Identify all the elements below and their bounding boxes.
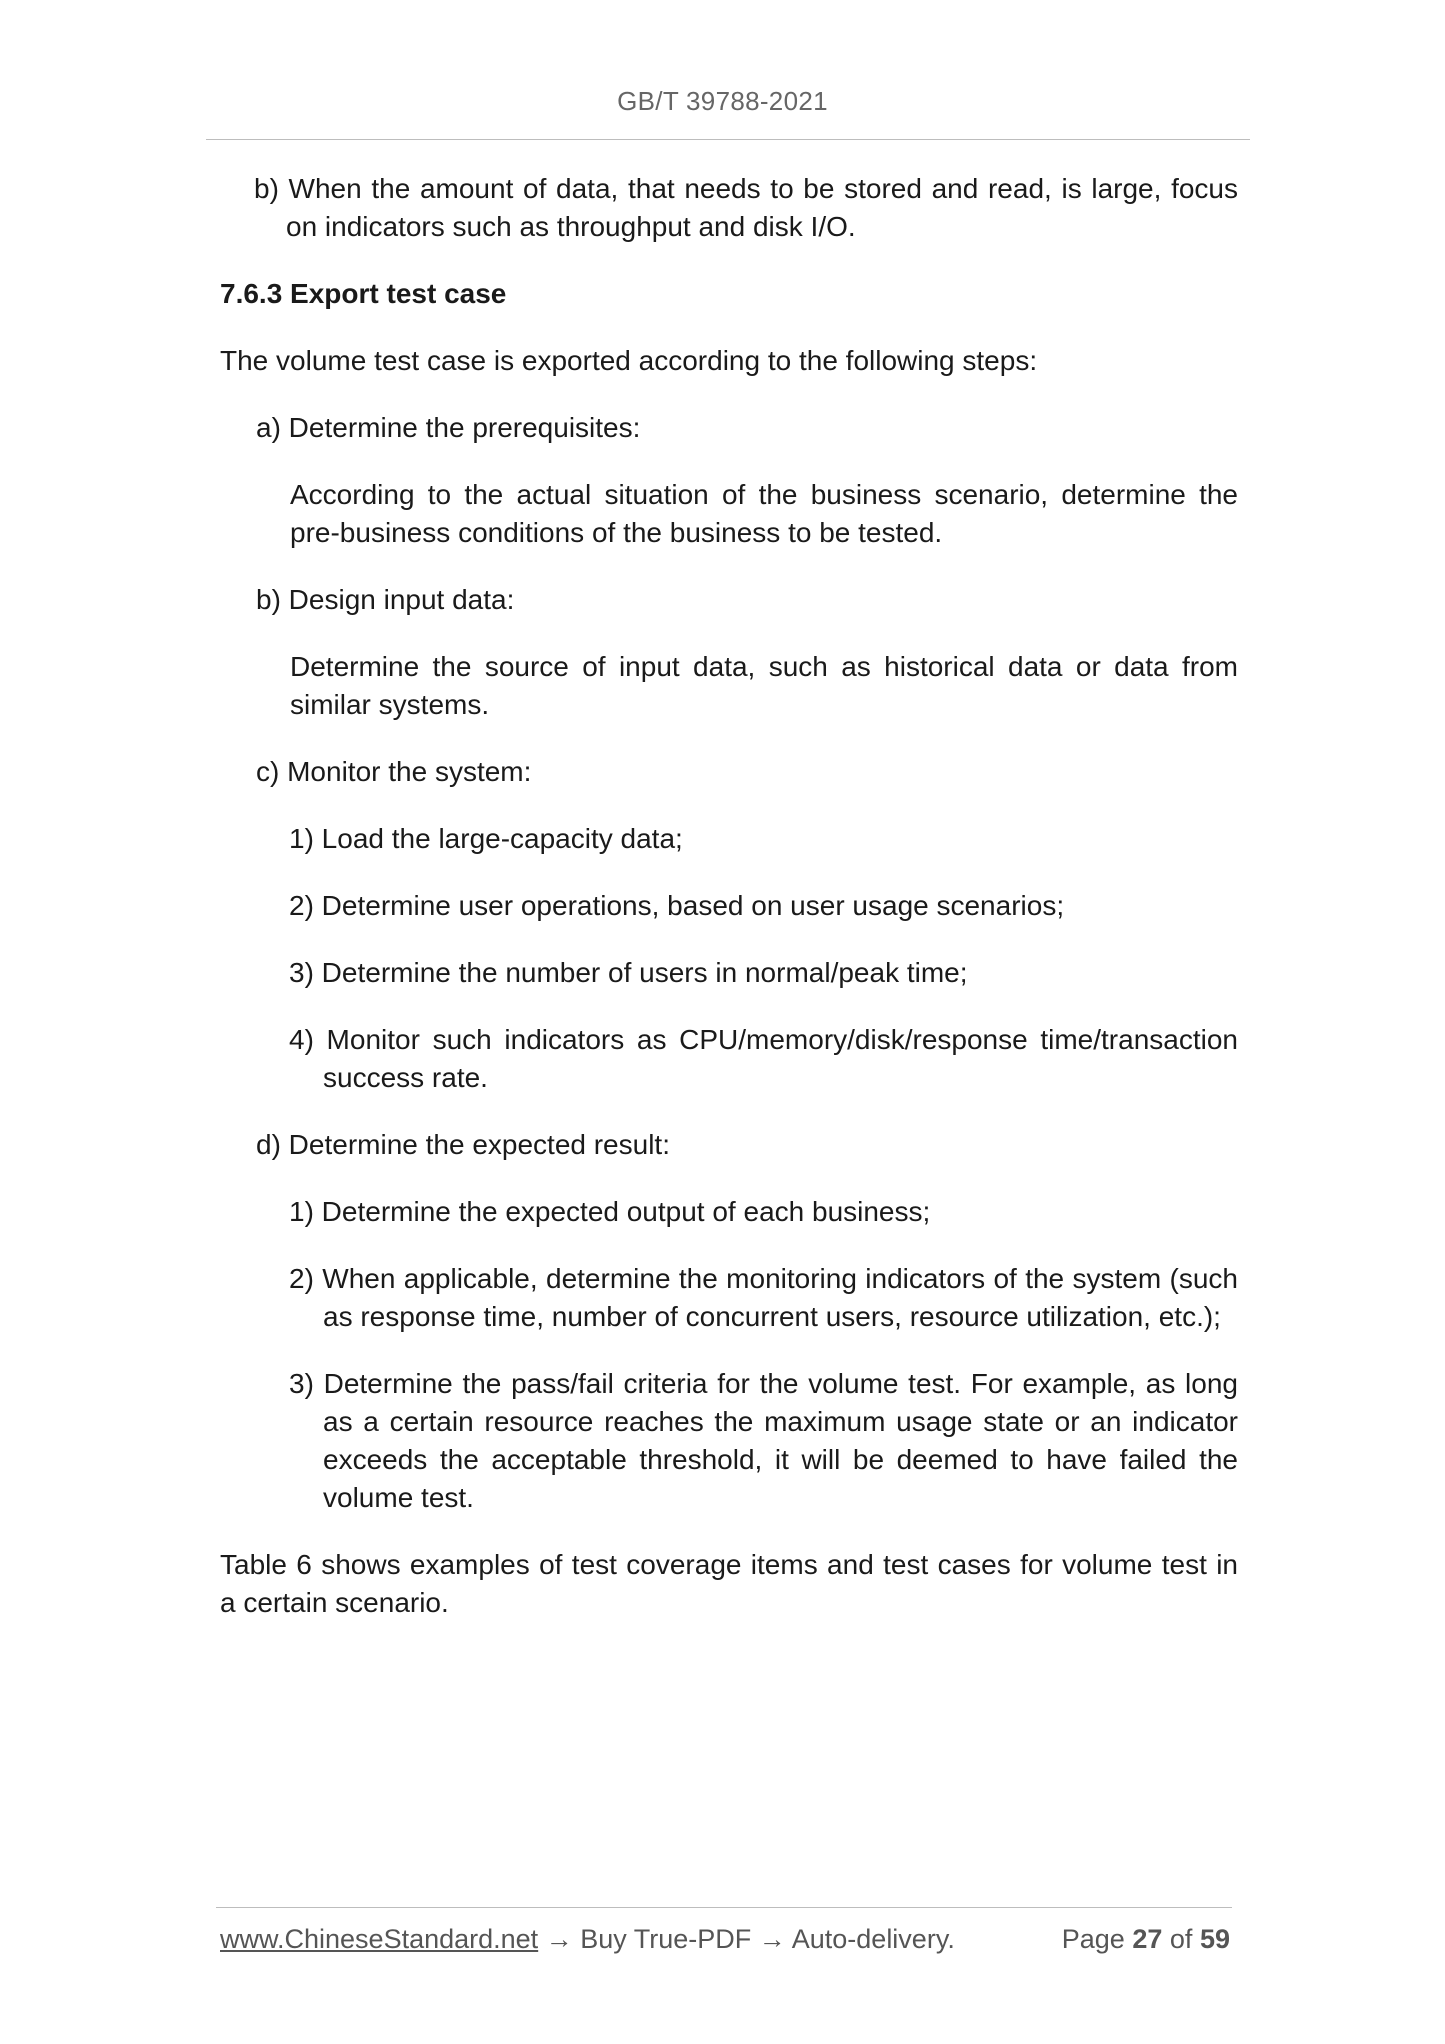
step-d-label: d) Determine the expected result: <box>256 1129 670 1160</box>
step-c-item-3: 3) Determine the number of users in normal/peak time; <box>289 957 968 988</box>
step-c-item-4: 4) Monitor such indicators as CPU/memory/disk/response time/transaction success rate. <box>289 1024 1238 1093</box>
page-label: Page <box>1061 1924 1125 1954</box>
step-c-item-2: 2) Determine user operations, based on user usage scenarios; <box>289 890 1065 921</box>
page-header: GB/T 39788-2021 <box>617 86 828 116</box>
of-label: of <box>1169 1924 1193 1954</box>
website-link[interactable]: www.ChineseStandard.net <box>220 1924 539 1954</box>
page-total: 59 <box>1199 1924 1230 1954</box>
page-current: 27 <box>1132 1924 1163 1954</box>
step-a-text: According to the actual situation of the business scenario, determine the pre-business conditions of the business to be tested. <box>290 479 1238 548</box>
step-c-label: c) Monitor the system: <box>256 756 532 787</box>
step-c-item-1: 1) Load the large-capacity data; <box>289 823 683 854</box>
step-b-label: b) Design input data: <box>256 584 515 615</box>
list-item-b-throughput: b) When the amount of data, that needs to be stored and read, is large, focus on indicators such as throughput and disk I/O. <box>254 173 1238 242</box>
page-number <box>1062 1924 1230 1955</box>
header-divider <box>206 139 1250 140</box>
closing-paragraph: Table 6 shows examples of test coverage items and test cases for volume test in a certain scenario. <box>220 1549 1238 1618</box>
page-footer <box>220 1924 1230 1955</box>
step-a-label: a) Determine the prerequisites: <box>256 412 641 443</box>
step-d-item-3: 3) Determine the pass/fail criteria for the volume test. For example, as long as a certain resource reaches the maximum usage state or an indicator exceeds the acceptable threshold, it will be deemed to have failed the volume test. <box>289 1368 1238 1513</box>
document-body <box>220 170 1238 1651</box>
step-d-item-2: 2) When applicable, determine the monitoring indicators of the system (such as response time, number of concurrent users, resource utilization, etc.); <box>289 1263 1238 1332</box>
footer-divider <box>216 1907 1232 1908</box>
section-heading: 7.6.3 Export test case <box>220 278 507 309</box>
step-b-text: Determine the source of input data, such as historical data or data from similar systems. <box>290 651 1238 720</box>
intro-paragraph: The volume test case is exported according to the following steps: <box>220 345 1038 376</box>
footer-tagline: → Buy True-PDF → Auto-delivery. <box>538 1924 955 1954</box>
step-d-item-1: 1) Determine the expected output of each business; <box>289 1196 931 1227</box>
